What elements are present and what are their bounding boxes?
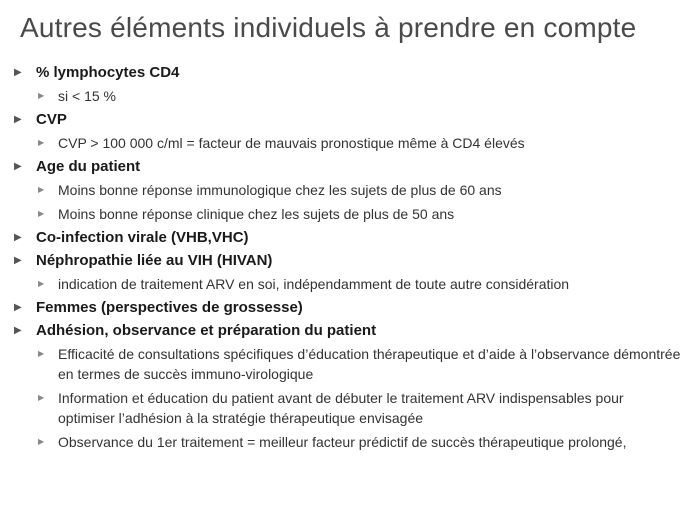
sub-bullet-text: Efficacité de consultations spécifiques d’éducation thérapeutique et d’aide à l’observance démontrée en termes de succès immuno-virologique xyxy=(58,346,681,382)
list-item xyxy=(14,111,682,129)
sub-bullet-text: si < 15 % xyxy=(58,88,116,104)
list-item xyxy=(14,204,682,224)
triangle-right-icon: ▶ xyxy=(38,138,45,147)
triangle-right-icon: ▶ xyxy=(14,255,22,266)
list-item xyxy=(14,252,682,270)
bullet-text: Co-infection virale (VHB,VHC) xyxy=(36,229,249,246)
bullet-text: Adhésion, observance et préparation du patient xyxy=(36,322,377,339)
triangle-right-icon: ▶ xyxy=(14,232,22,243)
triangle-right-icon: ▶ xyxy=(38,393,45,402)
triangle-right-icon: ▶ xyxy=(14,161,22,172)
list-item xyxy=(14,299,682,317)
list-item xyxy=(14,64,682,82)
triangle-right-icon: ▶ xyxy=(14,302,22,313)
sub-bullet-text: Moins bonne réponse clinique chez les sujets de plus de 50 ans xyxy=(58,206,455,222)
list-item xyxy=(14,432,682,452)
list-item xyxy=(14,158,682,176)
triangle-right-icon: ▶ xyxy=(38,279,45,288)
sub-bullet-text: Observance du 1er traitement = meilleur facteur prédictif de succès thérapeutique prolongé, xyxy=(58,434,627,450)
triangle-right-icon: ▶ xyxy=(14,325,22,336)
bullet-list xyxy=(14,64,682,452)
triangle-right-icon: ▶ xyxy=(38,349,45,358)
triangle-right-icon: ▶ xyxy=(14,114,22,125)
triangle-right-icon: ▶ xyxy=(38,91,45,100)
slide-title: Autres éléments individuels à prendre en compte xyxy=(20,12,637,43)
list-item xyxy=(14,322,682,340)
list-item xyxy=(14,344,682,384)
triangle-right-icon: ▶ xyxy=(38,209,45,218)
sub-bullet-text: Information et éducation du patient avant de débuter le traitement ARV indispensables pour optimiser l’adhésion à la stratégie thérapeutique envisagée xyxy=(58,390,624,426)
sub-bullet-text: CVP > 100 000 c/ml = facteur de mauvais pronostique même à CD4 élevés xyxy=(58,135,525,151)
triangle-right-icon: ▶ xyxy=(38,437,45,446)
list-item xyxy=(14,274,682,294)
triangle-right-icon: ▶ xyxy=(14,67,22,78)
bullet-text: Femmes (perspectives de grossesse) xyxy=(36,299,303,316)
triangle-right-icon: ▶ xyxy=(38,185,45,194)
bullet-text: CVP xyxy=(36,111,67,128)
sub-bullet-text: indication de traitement ARV en soi, indépendamment de toute autre considération xyxy=(58,276,570,292)
list-item xyxy=(14,229,682,247)
list-item xyxy=(14,388,682,428)
list-item xyxy=(14,86,682,106)
list-item xyxy=(14,133,682,153)
bullet-text: Age du patient xyxy=(36,158,141,175)
bullet-text: % lymphocytes CD4 xyxy=(36,64,180,81)
sub-bullet-text: Moins bonne réponse immunologique chez les sujets de plus de 60 ans xyxy=(58,182,502,198)
bullet-text: Néphropathie liée au VIH (HIVAN) xyxy=(36,252,273,269)
list-item xyxy=(14,180,682,200)
